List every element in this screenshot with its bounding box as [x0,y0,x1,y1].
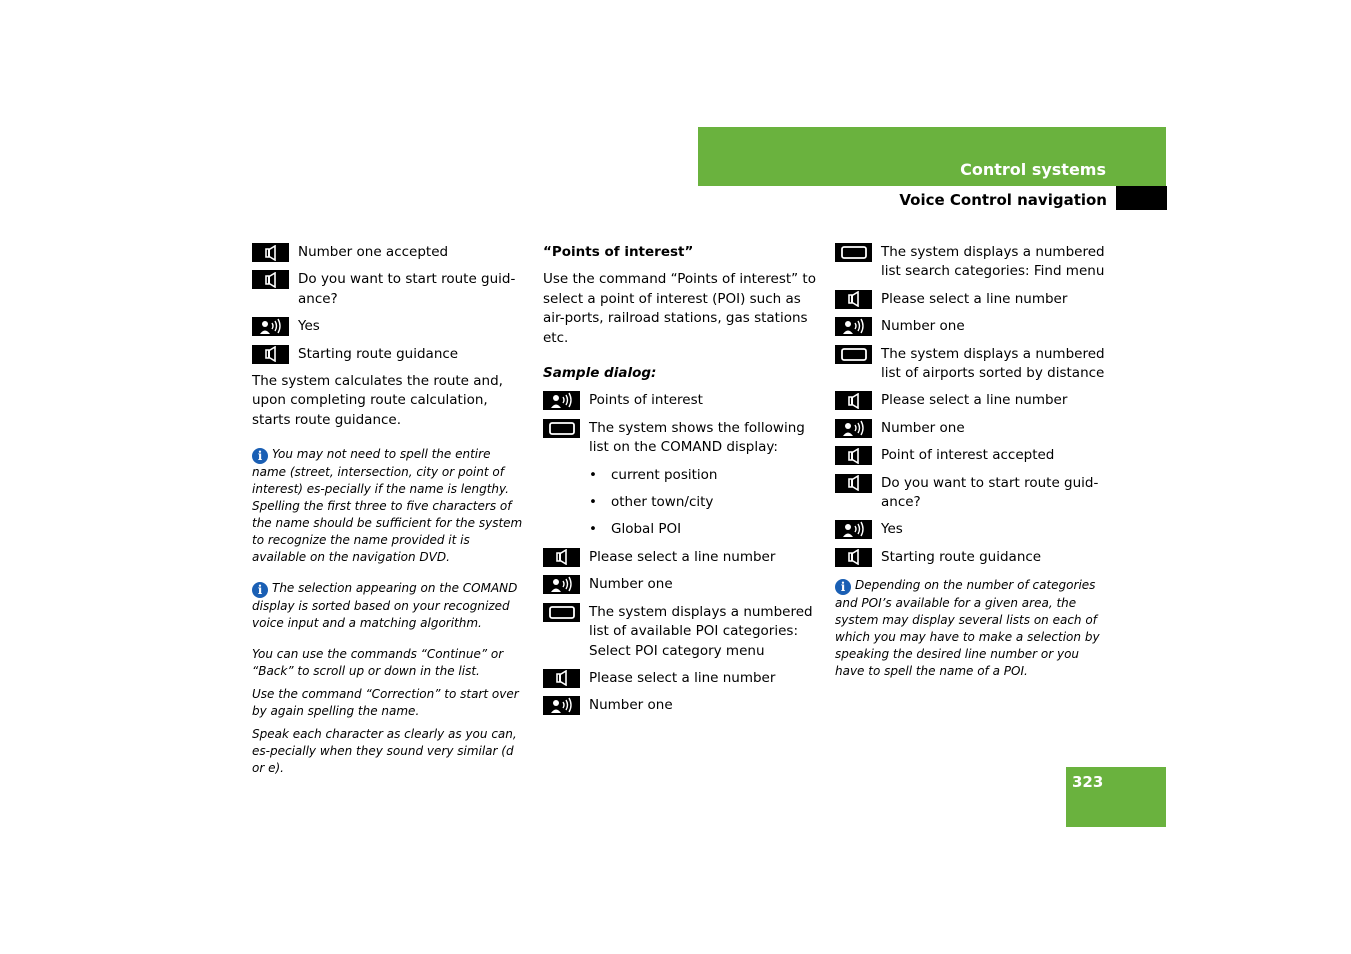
bullet-text: Global POI [611,521,682,538]
dialog-item [252,270,527,309]
person-speaking-icon [252,317,289,336]
info-icon: i [252,582,268,598]
dialog-text: Starting route guidance [298,345,459,362]
dialog-text: Number one [589,576,673,593]
sample-dialog-label: Sample dialog: [543,365,657,382]
page-title: Control systems [960,160,1106,179]
display-screen-icon [835,345,872,364]
paragraph: The system calculates the route and, upon completing route calculation, starts route guidance. [252,373,503,428]
dialog-text: Do you want to start route guid-ance? [298,271,516,307]
dialog-item [835,474,1110,513]
note-text: Depending on the number of categories and POI’s available for a given area, the system may display several lists on each of which you may have to make a selection by speaking the desired line number or you have to spell the name of a POI. [835,578,1100,679]
note-text: Speak each character as clearly as you can, es-pecially when they sound very similar (d or e). [252,727,517,776]
speaker-icon [835,290,872,309]
dialog-text: Number one [881,318,965,335]
dialog-item [252,243,527,262]
dialog-text: The system shows the following list on the COMAND display: [589,419,805,456]
speaker-icon [835,446,872,465]
speaker-icon [543,548,580,567]
speaker-icon [835,548,872,567]
info-note [835,577,1110,680]
column-1 [252,243,527,783]
display-screen-icon [543,603,580,622]
dialog-text: Yes [881,521,903,538]
note-text: The selection appearing on the COMAND display is sorted based on your recognized voice input and a matching algorithm. [252,581,518,631]
list-item: • Global POI [589,520,818,539]
column-2 [543,243,818,724]
display-screen-icon [543,419,580,438]
dialog-text: Starting route guidance [881,548,1042,565]
dialog-item [835,520,1110,539]
dialog-text: Please select a line number [881,392,1068,409]
dialog-list [252,243,527,364]
note-text: Use the command “Correction” to start over by again spelling the name. [252,687,519,719]
section-heading: “Points of interest” [543,244,694,260]
dialog-item [543,669,818,688]
person-speaking-icon [543,696,580,715]
speaker-icon [252,345,289,364]
note-text: You may not need to spell the entire name (street, intersection, city or point of interest) es-pecially if the name is lengthy. Spelling the first three to five characters of the name should be sufficient for the system to recognize the name provided it is available on the navigation DVD. [252,447,523,565]
info-icon: i [835,579,851,595]
dialog-item [543,575,818,594]
dialog-text: The system displays a numbered list of airports sorted by distance [881,345,1105,382]
dialog-text: Number one [881,419,965,436]
dialog-text: Please select a line number [881,290,1068,307]
dialog-text: Please select a line number [589,548,776,565]
dialog-item [835,548,1110,567]
person-speaking-icon [835,419,872,438]
bullet-list [543,466,818,540]
dialog-item [835,290,1110,309]
dialog-text: The system displays a numbered list of available POI categories: Select POI category menu [589,603,813,659]
bullet-text: other town/city [611,494,714,511]
header-marker-block [1116,186,1167,210]
dialog-text: Point of interest accepted [881,447,1055,464]
speaker-icon [543,669,580,688]
dialog-item [835,345,1110,384]
dialog-text: The system displays a numbered list search categories: Find menu [881,244,1105,280]
dialog-item [835,391,1110,410]
dialog-item [543,548,818,567]
dialog-text: Number one [589,697,673,714]
dialog-item [835,446,1110,465]
person-speaking-icon [543,391,580,410]
list-item: • current position [589,466,818,485]
dialog-text: Yes [298,318,320,335]
page-number-band [1066,767,1166,827]
dialog-item [543,419,818,458]
dialog-text: Please select a line number [589,669,776,686]
section-title: Voice Control navigation [899,191,1107,209]
speaker-icon [835,474,872,493]
page-number: 323 [1072,773,1104,791]
list-item: • other town/city [589,493,818,512]
dialog-text: Do you want to start route guid-ance? [881,474,1099,511]
dialog-item [543,696,818,715]
speaker-icon [835,391,872,410]
info-note [252,580,527,632]
speaker-icon [252,243,289,262]
dialog-list [543,391,818,457]
dialog-item [252,317,527,336]
dialog-list [835,243,1110,567]
dialog-item [543,603,818,661]
dialog-item [835,317,1110,336]
info-icon: i [252,448,268,464]
person-speaking-icon [835,520,872,539]
dialog-text: Number one accepted [298,244,449,260]
dialog-item [835,419,1110,438]
speaker-icon [252,270,289,289]
display-screen-icon [835,243,872,262]
dialog-item [252,345,527,364]
column-3 [835,243,1110,686]
info-note [252,446,527,566]
dialog-item [543,391,818,410]
dialog-text: Points of interest [589,392,703,409]
dialog-list [543,548,818,716]
header-band [698,127,1166,186]
person-speaking-icon [543,575,580,594]
bullet-text: current position [611,466,718,483]
person-speaking-icon [835,317,872,336]
dialog-item [835,243,1110,282]
paragraph: Use the command “Points of interest” to select a point of interest (POI) such as air-ports, railroad stations, gas stations etc. [543,271,816,346]
note-text: You can use the commands “Continue” or “Back” to scroll up or down in the list. [252,647,504,679]
